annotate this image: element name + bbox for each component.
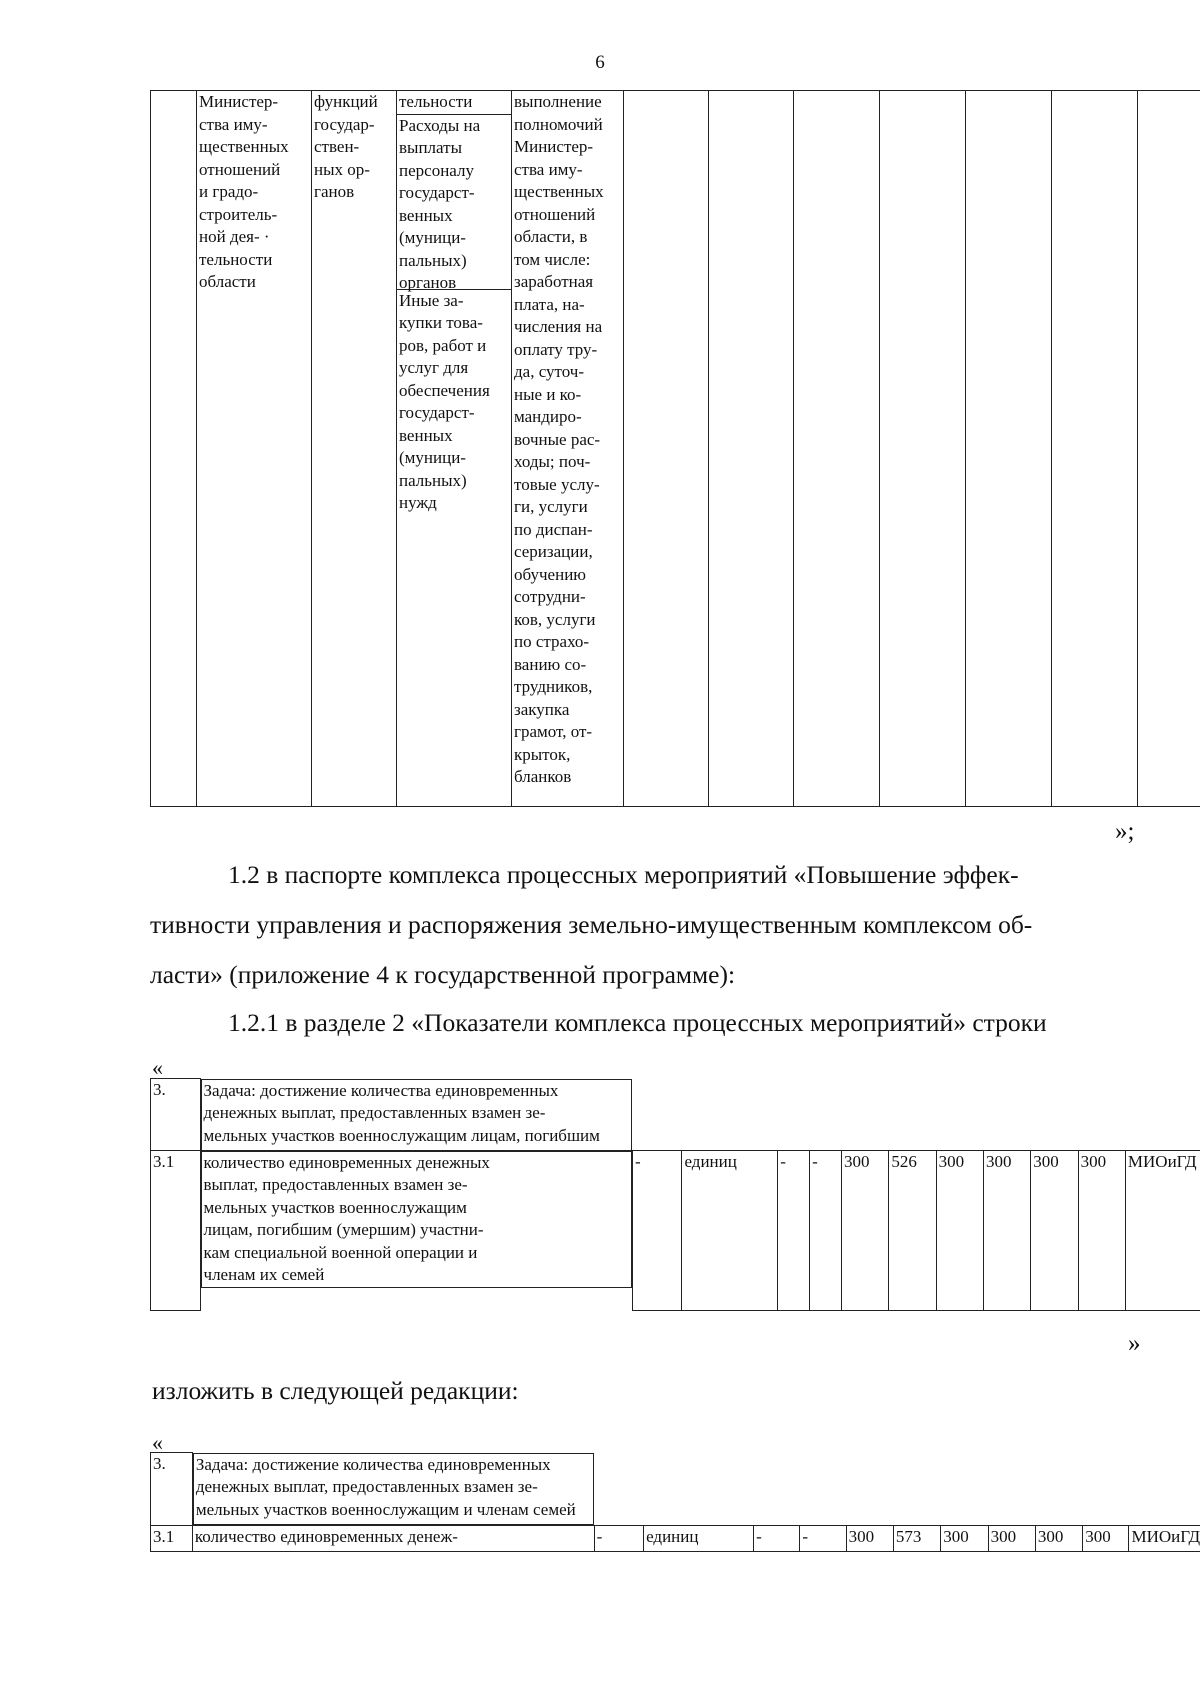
table-cell: - <box>800 1525 846 1551</box>
expense-type-procurement: Иные за- купки това- ров, работ и услуг для обеспечения государст- венных (муници- пальных) нужд <box>399 290 490 512</box>
table-cell <box>1138 91 1200 807</box>
table-cell <box>709 91 794 807</box>
table-cell <box>624 91 709 807</box>
indicator-table-new <box>150 1452 1200 1552</box>
opening-quote-2: « <box>152 1430 163 1455</box>
table-cell: - <box>778 1151 810 1311</box>
table-cell <box>512 91 624 807</box>
table-row <box>151 1525 1200 1551</box>
value-cell: 526 <box>889 1151 936 1311</box>
value-cell: 300 <box>1031 1151 1078 1311</box>
table-cell <box>880 91 966 807</box>
task-number: 3. <box>151 1453 193 1526</box>
description-text: выполнение полномочий Министер- ства иму- щественных отношений области, в том числе: заработная плата, на- числения на оплату тру- да, суточ- ные и ко- мандиро- вочные рас- ходы; поч- товые услу- ги, услуги по диспан- серизации, обучению сотрудни- ков, услуги по страхо- ванию со- трудников, закупка грамот, от- крыток, бланков <box>514 92 604 786</box>
value-cell: 300 <box>936 1151 983 1311</box>
row-number: 3.1 <box>151 1525 193 1551</box>
task-text: Задача: достижение количества единовременных денежных выплат, предоставленных взамен зе- мельных участков военнослужащим лицам, погибшим <box>201 1079 633 1151</box>
table-cell <box>312 91 397 807</box>
row-number: 3.1 <box>151 1151 201 1311</box>
opening-quote: « <box>152 1055 163 1080</box>
responsible-cell: МИОиГД <box>1129 1525 1200 1551</box>
page-number: 6 <box>595 52 605 73</box>
value-cell: 300 <box>941 1525 988 1551</box>
value-cell: 300 <box>1035 1525 1082 1551</box>
task-text: Задача: достижение количества единовременных денежных выплат, предоставленных взамен зе- мельных участков военнослужащим и членам семей <box>193 1453 594 1525</box>
indicator-name: количество единовременных денеж- <box>192 1525 594 1551</box>
responsible-cell: МИОиГД <box>1125 1151 1200 1311</box>
paragraph-1-2-1: 1.2.1 в разделе 2 «Показатели комплекса процессных мероприятий» строки <box>228 1008 1047 1037</box>
activity-text: тельности <box>397 91 511 115</box>
value-cell: 300 <box>1078 1151 1125 1311</box>
table-row <box>151 1079 1200 1151</box>
table-row <box>151 1151 1200 1311</box>
table-row <box>151 91 1200 807</box>
continuation-table <box>150 90 1200 807</box>
table-cell <box>151 91 197 807</box>
value-cell: 300 <box>842 1151 889 1311</box>
indicator-table-old <box>150 1078 1200 1311</box>
table-cell <box>1052 91 1138 807</box>
table-cell: - <box>754 1525 800 1551</box>
table-cell <box>966 91 1052 807</box>
paragraph-1-2: 1.2 в паспорте комплекса процессных мероприятий «Повышение эффек- тивности управления и распоряжения земельно-имущественным комплексом об- ласти» (приложение 4 к государственной программе): <box>150 860 1033 989</box>
value-cell: 300 <box>1083 1525 1129 1551</box>
unit-cell: единиц <box>682 1151 778 1311</box>
table-cell <box>197 91 312 807</box>
value-cell: 573 <box>893 1525 940 1551</box>
table-cell: - <box>810 1151 842 1311</box>
table-cell: - <box>632 1151 682 1311</box>
closing-quote: »; <box>1115 818 1135 845</box>
expense-type-personnel: Расходы на выплаты персоналу государст- венных (муници- пальных) органов <box>397 115 511 290</box>
value-cell: 300 <box>846 1525 893 1551</box>
indicator-name: количество единовременных денежных выплат, предоставленных взамен зе- мельных участков военнослужащим лицам, погибшим (умершим) участни- кам специальной военной операции и членам их семей <box>201 1151 632 1288</box>
paragraph-redaction: изложить в следующей редакции: <box>152 1376 519 1405</box>
unit-cell: единиц <box>644 1525 754 1551</box>
closing-quote-2: » <box>1128 1330 1141 1357</box>
table-cell <box>794 91 880 807</box>
task-number: 3. <box>151 1079 201 1151</box>
table-cell <box>397 91 512 807</box>
function-text: функций государ- ствен- ных ор- ганов <box>314 92 378 201</box>
table-cell: - <box>594 1525 644 1551</box>
table-row <box>151 1453 1200 1526</box>
value-cell: 300 <box>988 1525 1035 1551</box>
value-cell: 300 <box>983 1151 1030 1311</box>
responsible-org-text: Министер- ства иму- щественных отношений и градо- строитель- ной дея- · тельности области <box>199 92 289 291</box>
